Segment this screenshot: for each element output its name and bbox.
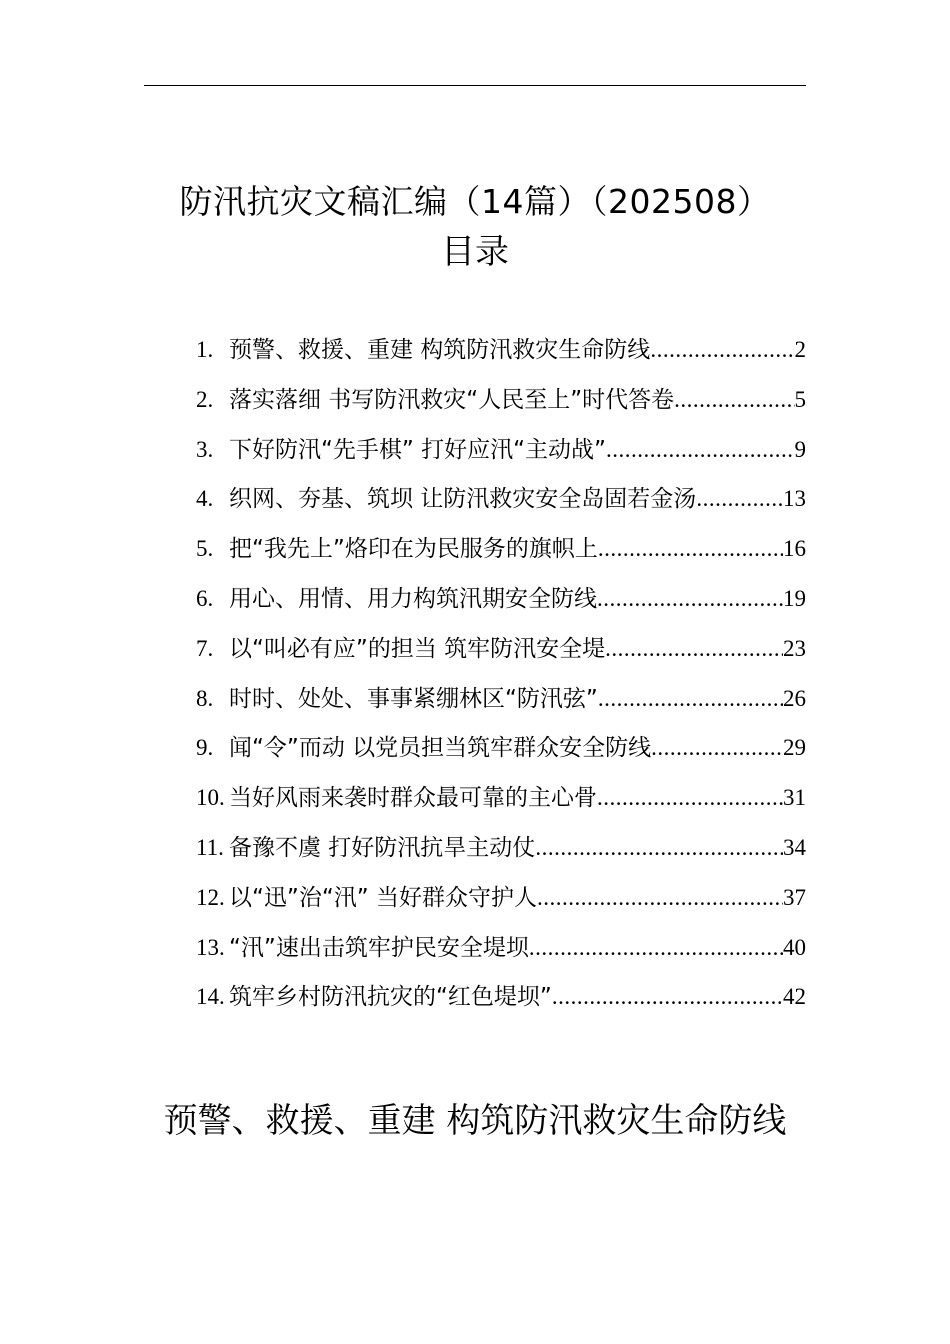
toc-entry[interactable] (196, 873, 806, 923)
toc-entry-page: 19 (783, 585, 806, 611)
toc-entry-page: 5 (794, 386, 806, 412)
toc-entry-page: 23 (783, 635, 806, 661)
toc-entry-number: 10. (196, 785, 225, 811)
toc-entry-number: 5. (196, 536, 214, 562)
toc-leader-dots (606, 425, 795, 475)
toc-leader-dots (605, 624, 783, 674)
toc-entry-number: 11. (196, 834, 224, 860)
toc-leader-dots (552, 972, 783, 1022)
toc-entry-page: 42 (783, 984, 806, 1010)
toc-entry-number: 7. (196, 635, 214, 661)
toc-entry-number: 4. (196, 486, 214, 512)
section-title: 预警、救援、重建 构筑防汛救灾生命防线 (163, 1101, 787, 1141)
toc-entry[interactable] (196, 425, 806, 475)
toc-entry[interactable] (196, 923, 806, 973)
toc-leader-dots (537, 873, 783, 923)
toc-entry-title: 把“我先上”烙印在为民服务的旗帜上 (229, 536, 598, 563)
toc-entry[interactable] (196, 574, 806, 624)
toc-entry-page: 40 (783, 934, 806, 960)
toc-entry-number: 13. (196, 934, 225, 960)
toc-leader-dots (651, 723, 783, 773)
toc-entry-number: 14. (196, 984, 225, 1010)
toc-entry-title: 以“叫必有应”的担当 筑牢防汛安全堤 (229, 635, 606, 662)
toc-entry[interactable] (196, 674, 806, 724)
toc-leader-dots (674, 375, 794, 425)
toc-entry-title: 以“迅”治“汛” 当好群众守护人 (229, 884, 537, 911)
toc-entry-number: 1. (196, 337, 214, 362)
header-rule (144, 85, 806, 86)
toc-entry-title: 备豫不虞 打好防汛抗旱主动仗 (229, 834, 536, 861)
toc-entry-number: 9. (196, 735, 214, 761)
toc-entry-title: 闻“令”而动 以党员担当筑牢群众安全防线 (229, 735, 652, 762)
toc-entry[interactable] (196, 624, 806, 674)
toc-entry[interactable] (196, 972, 806, 1022)
toc-entry-page: 13 (783, 486, 806, 512)
toc-entry-title: 织网、夯基、筑坝 让防汛救灾安全岛固若金汤 (229, 486, 697, 513)
toc-entry-title: 用心、用情、用力构筑汛期安全防线 (229, 585, 597, 612)
toc-leader-dots (598, 524, 783, 574)
toc-entry-title: 预警、救援、重建 构筑防汛救灾生命防线 (229, 337, 651, 363)
toc-entry[interactable] (196, 375, 806, 425)
toc-leader-dots (696, 474, 783, 524)
toc-entry-title: “汛”速出击筑牢护民安全堤坝 (229, 934, 529, 961)
toc-entry-title: 时时、处处、事事紧绷林区“防汛弦” (229, 685, 598, 712)
toc-heading: 目录 (441, 232, 509, 272)
toc-entry-page: 16 (783, 536, 806, 562)
toc-entry[interactable] (196, 474, 806, 524)
toc-entry-page: 37 (783, 884, 806, 910)
toc-leader-dots (650, 325, 794, 375)
toc-entry-number: 8. (196, 685, 214, 711)
toc-leader-dots (597, 773, 783, 823)
toc-entry-number: 3. (196, 436, 214, 462)
toc-entry[interactable] (196, 723, 806, 773)
toc-leader-dots (597, 574, 783, 624)
toc-entry[interactable] (196, 325, 806, 375)
toc-entry-number: 6. (196, 585, 214, 611)
table-of-contents (196, 325, 806, 1022)
toc-entry-page: 31 (783, 785, 806, 811)
toc-entry-title: 下好防汛“先手棋” 打好应汛“主动战” (229, 436, 606, 463)
toc-entry-number: 12. (196, 884, 225, 910)
toc-entry-page: 26 (783, 685, 806, 711)
toc-leader-dots (598, 674, 783, 724)
toc-entry-number: 2. (196, 386, 214, 412)
toc-entry-page: 29 (783, 735, 806, 761)
document-title: 防汛抗灾文稿汇编（14篇）（202508） (179, 182, 771, 221)
toc-entry[interactable] (196, 823, 806, 873)
toc-entry-page: 2 (794, 337, 806, 362)
toc-entry-page: 9 (794, 436, 806, 462)
toc-entry-title: 当好风雨来袭时群众最可靠的主心骨 (229, 785, 597, 812)
toc-entry-title: 筑牢乡村防汛抗灾的“红色堤坝” (229, 984, 552, 1011)
toc-entry-page: 34 (783, 834, 806, 860)
toc-entry-title: 落实落细 书写防汛救灾“人民至上”时代答卷 (229, 386, 675, 413)
toc-leader-dots (535, 823, 783, 873)
toc-entry[interactable] (196, 524, 806, 574)
toc-leader-dots (529, 923, 783, 973)
toc-entry[interactable] (196, 773, 806, 823)
